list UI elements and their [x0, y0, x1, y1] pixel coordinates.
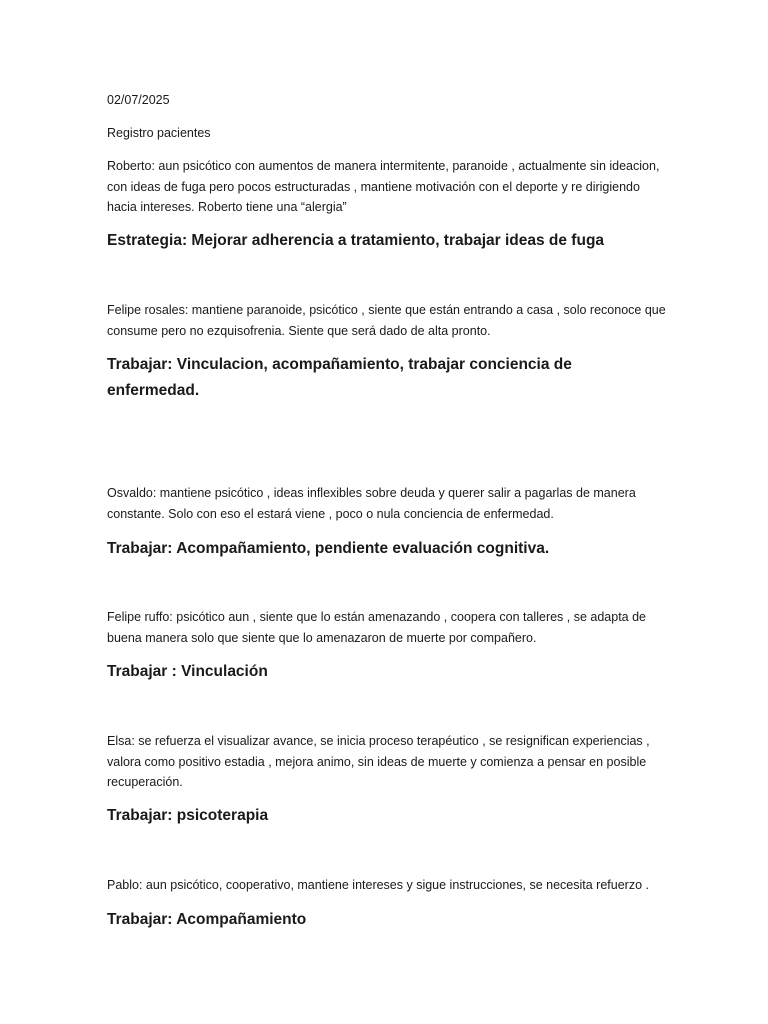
patient-plan-elsa: Trabajar: psicoterapia: [107, 807, 269, 824]
patient-note-felipe-rosales: Felipe rosales: mantiene paranoide, psicótico , siente que están entrando a casa , solo reconoce que consume pero no ezquisofrenia. Siente que será dado de alta pronto.: [107, 303, 666, 338]
patient-note-osvaldo: Osvaldo: mantiene psicótico , ideas inflexibles sobre deuda y querer salir a pagarlas de manera constante. Solo con eso el estará viene , poco o nula conciencia de enfermedad.: [107, 486, 636, 521]
patient-plan-felipe-ruffo: Trabajar : Vinculación: [107, 663, 268, 680]
document-date: 02/07/2025: [107, 93, 170, 107]
document-title: Registro pacientes: [107, 126, 211, 140]
patient-plan-roberto: Estrategia: Mejorar adherencia a tratamiento, trabajar ideas de fuga: [107, 232, 605, 249]
patient-plan-osvaldo: Trabajar: Acompañamiento, pendiente evaluación cognitiva.: [107, 540, 550, 557]
patient-note-felipe-ruffo: Felipe ruffo: psicótico aun , siente que lo están amenazando , coopera con talleres , se adapta de buena manera solo que siente que lo amenazaron de muerte por compañero.: [107, 610, 647, 645]
patient-plan-felipe-rosales: Trabajar: Vinculacion, acompañamiento, trabajar conciencia de enfermedad.: [107, 356, 572, 399]
patient-note-roberto: Roberto: aun psicótico con aumentos de manera intermitente, paranoide , actualmente sin ideacion, con ideas de fuga pero pocos estructuradas , mantiene motivación con el deporte y re dirigiendo hacia intereses. Roberto tiene una “alergia”: [107, 159, 660, 214]
patient-plan-pablo: Trabajar: Acompañamiento: [107, 911, 307, 928]
patient-note-pablo: Pablo: aun psicótico, cooperativo, mantiene intereses y sigue instrucciones, se necesita refuerzo .: [107, 878, 649, 892]
patient-note-elsa: Elsa: se refuerza el visualizar avance, se inicia proceso terapéutico , se resignifican experiencias , valora como positivo estadia , mejora animo, sin ideas de muerte y comienza a pensar en posible recuperación.: [107, 734, 650, 789]
